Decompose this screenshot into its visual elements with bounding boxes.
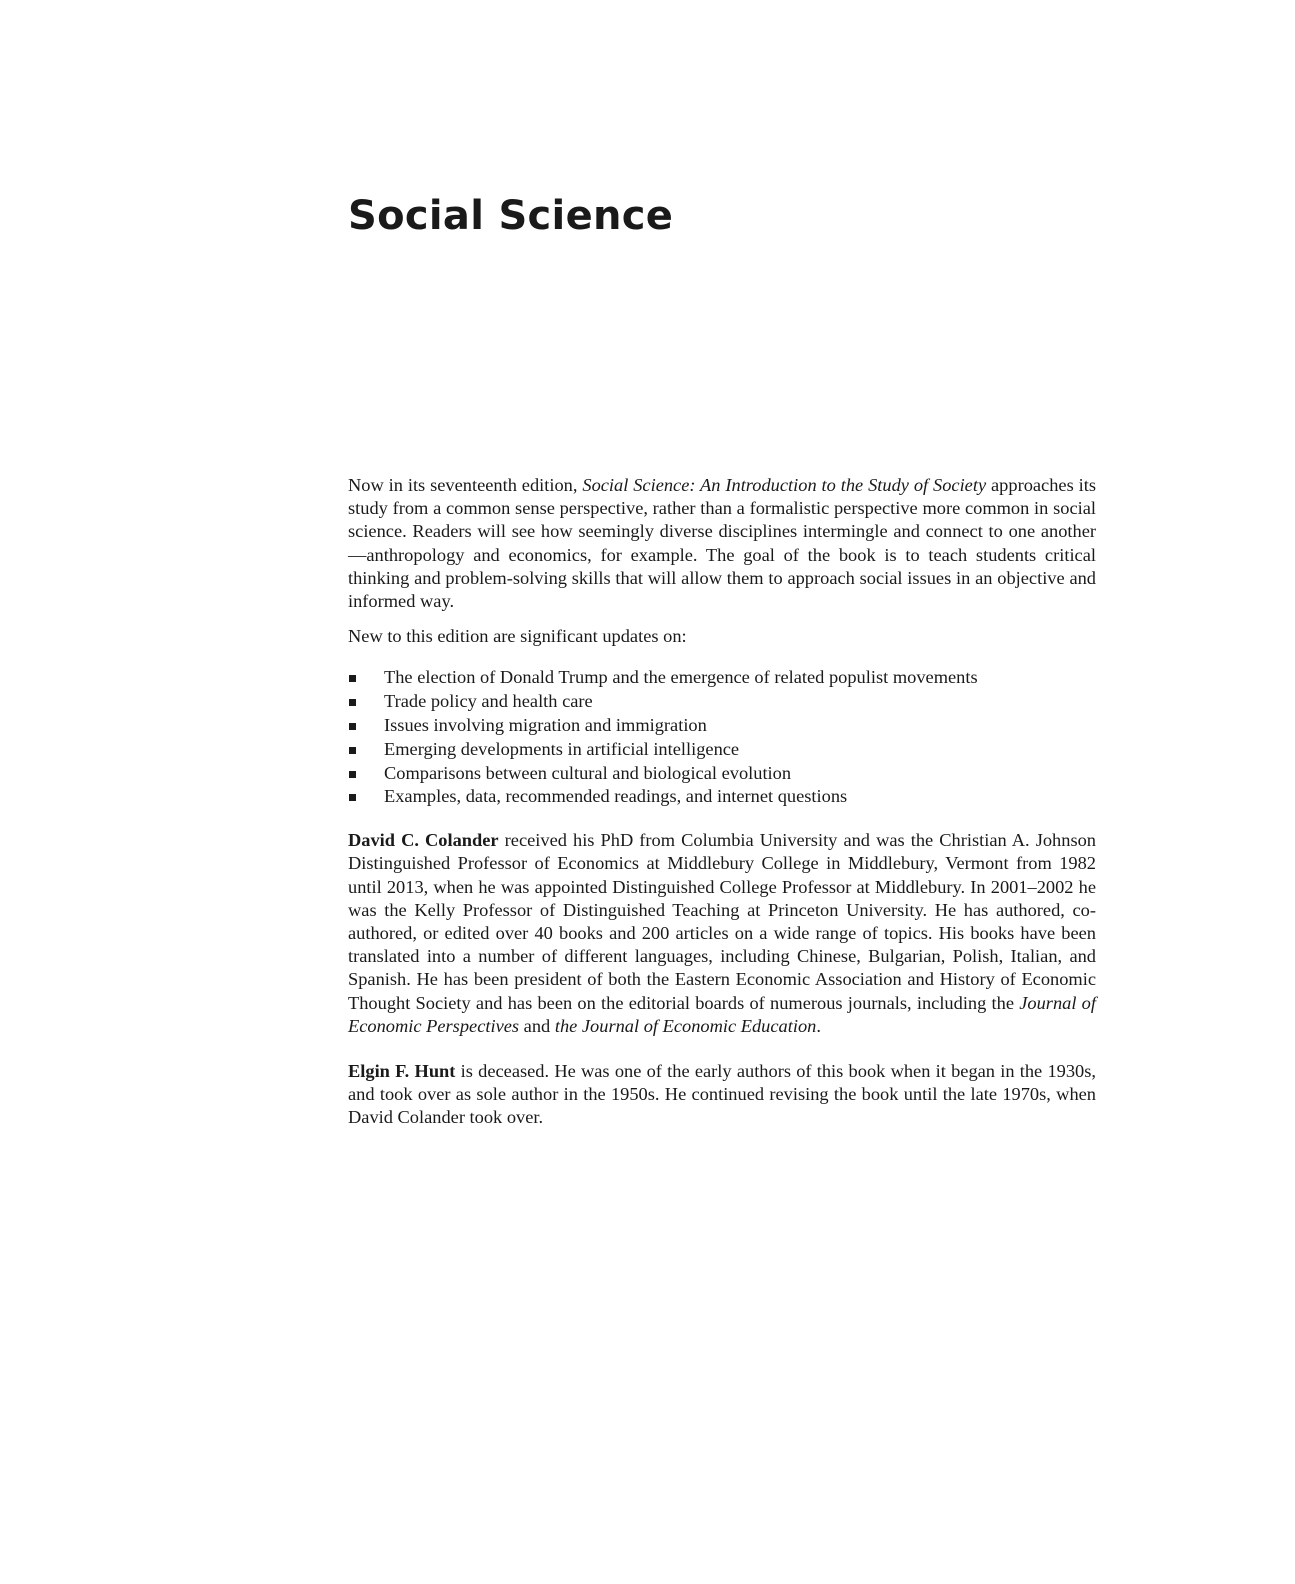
- square-bullet-icon: [349, 747, 356, 754]
- square-bullet-icon: [349, 771, 356, 778]
- bio-text-colander: received his PhD from Columbia University and was the Christian A. Johnson Distinguished Professor of Economics at Middlebury College in Middlebury, Vermont from 1982 until 2013, when he was appointed Distinguished College Professor at Middlebury. In 2001–2002 he was the Kelly Professor of Distinguished Teaching at Princeton University. He has authored, co-authored, or edited over 40 books and 200 articles on a wide range of topics. His books have been translated into a number of different languages, including Chinese, Bulgarian, Polish, Italian, and Spanish. He has been president of both the Eastern Economic Association and History of Economic Thought Society and has been on the editorial boards of numerous journals, including the: [348, 830, 1096, 1013]
- intro-rest: approaches its study from a common sense perspective, rather than a formalistic perspective more common in social science. Readers will see how seemingly diverse disciplines intermingle and connect to one another—anthropology and economics, for example. The goal of the book is to teach students critical thinking and problem-solving skills that will allow them to approach social issues in an objective and informed way.: [348, 475, 1096, 612]
- list-item: [348, 762, 1096, 786]
- list-item-text: Examples, data, recommended readings, and internet questions: [384, 786, 848, 807]
- journal-title-2: the Journal of Economic Education: [554, 1015, 817, 1036]
- list-item: [348, 785, 1096, 809]
- list-item-text: Comparisons between cultural and biological evolution: [384, 762, 792, 783]
- bio-text-hunt: is deceased. He was one of the early authors of this book when it began in the 1930s, and took over as sole author in the 1950s. He continued revising the book until the late 1970s, when David Colander took over.: [348, 1061, 1096, 1128]
- journal-title-1: Journal of Economic Perspectives: [348, 992, 1096, 1036]
- list-item-text: Issues involving migration and immigration: [384, 715, 707, 736]
- list-item: [348, 738, 1096, 762]
- bio-conjunction: and: [519, 1015, 555, 1036]
- intro-lead: Now in its seventeenth edition,: [348, 475, 583, 495]
- bio-end: .: [816, 1015, 821, 1036]
- updates-list: [348, 666, 1096, 809]
- list-item: [348, 714, 1096, 738]
- book-title: Social Science: An Introduction to the Study of Society: [582, 475, 987, 495]
- list-item-text: The election of Donald Trump and the emergence of related populist movements: [384, 667, 978, 688]
- author-bio-colander: [348, 829, 1096, 1038]
- list-item-text: Emerging developments in artificial intelligence: [384, 738, 740, 759]
- list-item: [348, 690, 1096, 714]
- list-item-text: Trade policy and health care: [384, 691, 593, 712]
- intro-paragraph: [348, 474, 1096, 613]
- list-item: [348, 666, 1096, 690]
- square-bullet-icon: [349, 675, 356, 682]
- square-bullet-icon: [349, 794, 356, 801]
- square-bullet-icon: [349, 699, 356, 706]
- author-name-colander: David C. Colander: [348, 830, 499, 851]
- updates-intro: New to this edition are significant updates on:: [348, 626, 687, 647]
- page-content: [348, 474, 1096, 1152]
- author-name-hunt: Elgin F. Hunt: [348, 1061, 456, 1082]
- page-title: Social Science: [348, 193, 674, 239]
- square-bullet-icon: [349, 723, 356, 730]
- author-bio-hunt: [348, 1060, 1096, 1130]
